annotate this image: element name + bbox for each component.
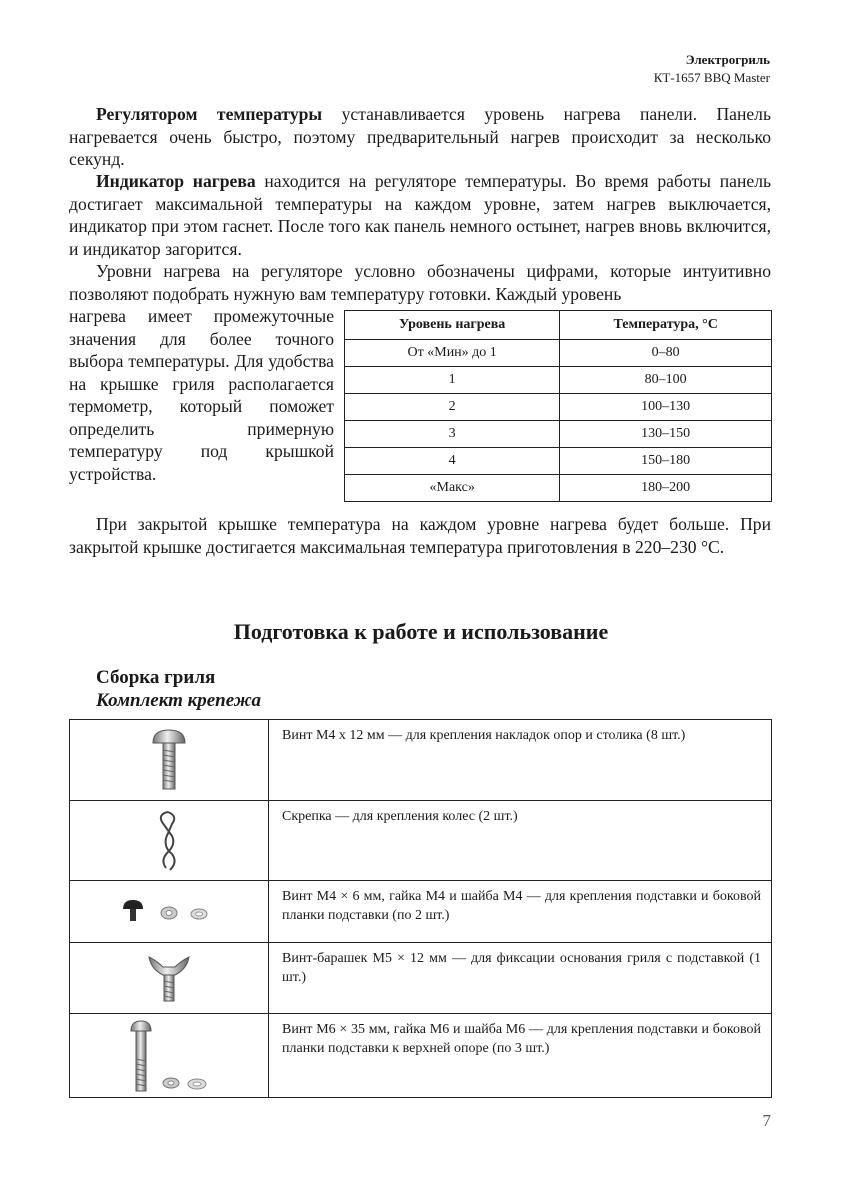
fastener-description: Скрепка — для крепления колес (2 шт.) — [269, 801, 772, 881]
screw-nut-washer-icon — [70, 897, 268, 927]
temperature-cell: 150–180 — [560, 448, 772, 475]
fastener-description: Винт М4 × 6 мм, гайка М4 и шайба М4 — для крепления подставки и боковой планки подставки (по 2 шт.) — [269, 881, 772, 943]
fastener-image-cell — [70, 1014, 269, 1098]
table-row — [70, 943, 772, 1014]
subsection-heading — [96, 666, 261, 712]
clip-icon — [70, 808, 268, 874]
table-row — [70, 881, 772, 943]
fastener-image-cell — [70, 801, 269, 881]
temperature-cell: 130–150 — [560, 421, 772, 448]
long-screw-nut-washer-icon — [70, 1019, 268, 1093]
term-indicator: Индикатор нагрева — [96, 171, 256, 191]
heat-levels-table — [344, 310, 772, 502]
table-row — [345, 448, 772, 475]
header-product-type: Электрогриль — [685, 52, 770, 67]
table-row — [70, 1014, 772, 1098]
temperature-cell: 100–130 — [560, 394, 772, 421]
column-header-level: Уровень нагрева — [345, 311, 560, 340]
wing-screw-icon — [70, 953, 268, 1003]
level-cell: 1 — [345, 367, 560, 394]
subsection-title: Сборка гриля — [96, 667, 216, 688]
table-row — [345, 421, 772, 448]
paragraph-heat-levels: Уровни нагрева на регуляторе условно обозначены цифрами, которые интуитивно позволяют подобрать нужную вам температуру готовки. Каждый уровень — [69, 261, 771, 304]
temperature-cell: 0–80 — [560, 340, 772, 367]
table-header-row — [345, 311, 772, 340]
fasteners-table — [69, 719, 772, 1098]
subsection-subtitle: Комплект крепежа — [96, 690, 262, 711]
level-cell: 2 — [345, 394, 560, 421]
screw-icon — [70, 728, 268, 792]
fastener-image-cell — [70, 881, 269, 943]
column-header-temperature: Температура, °С — [560, 311, 772, 340]
paragraph-heat-indicator — [69, 170, 771, 260]
term-regulator: Регулятором температуры — [96, 104, 323, 124]
level-cell: От «Мин» до 1 — [345, 340, 560, 367]
page-number: 7 — [762, 1111, 771, 1130]
fastener-image-cell — [70, 720, 269, 801]
table-row — [70, 801, 772, 881]
paragraph-text: находится на регуляторе температуры. Во время работы панель достигает максимальной температуры на каждом уровне, затем нагрев выключается, индикатор при этом гаснет. После того как панель немного остынет, нагрев вновь включится, и индикатор загорится. — [69, 171, 771, 259]
table-row — [345, 367, 772, 394]
table-row — [345, 475, 772, 502]
paragraph-heat-levels-wrap — [69, 305, 334, 485]
paragraph-text: устанавливается уровень нагрева панели. Панель нагревается очень быстро, поэтому предварительный нагрев происходит за несколько секунд. — [69, 104, 771, 169]
table-row — [345, 394, 772, 421]
fastener-description: Винт М4 х 12 мм — для крепления накладок опор и столика (8 шт.) — [269, 720, 772, 801]
section-title: Подготовка к работе и использование — [233, 619, 609, 644]
table-row — [70, 720, 772, 801]
temperature-cell: 180–200 — [560, 475, 772, 502]
fastener-description: Винт М6 × 35 мм, гайка М6 и шайба М6 — для крепления подставки и боковой планки подставки к верхней опоре (по 3 шт.) — [269, 1014, 772, 1098]
level-cell: «Макс» — [345, 475, 560, 502]
header-model: КТ-1657 BBQ Master — [653, 70, 770, 85]
paragraph-closed-lid: При закрытой крышке температура на каждом уровне нагрева будет больше. При закрытой крышке достигается максимальная температура приготовления в 220–230 °С. — [69, 514, 771, 557]
paragraph-temperature-regulator — [69, 103, 771, 171]
level-cell: 4 — [345, 448, 560, 475]
fastener-image-cell — [70, 943, 269, 1014]
temperature-cell: 80–100 — [560, 367, 772, 394]
table-row — [345, 340, 772, 367]
level-cell: 3 — [345, 421, 560, 448]
fastener-description: Винт-барашек М5 × 12 мм — для фиксации основания гриля с подставкой (1 шт.) — [269, 943, 772, 1014]
wrap-first-line: нагрева имеет промежуточные — [69, 306, 334, 326]
running-header — [654, 51, 770, 87]
wrap-rest: значения для более точного выбора температуры. Для удобства на крышке гриля располагается термометр, который поможет определить примерную температуру под крышкой устройства. — [69, 328, 334, 484]
